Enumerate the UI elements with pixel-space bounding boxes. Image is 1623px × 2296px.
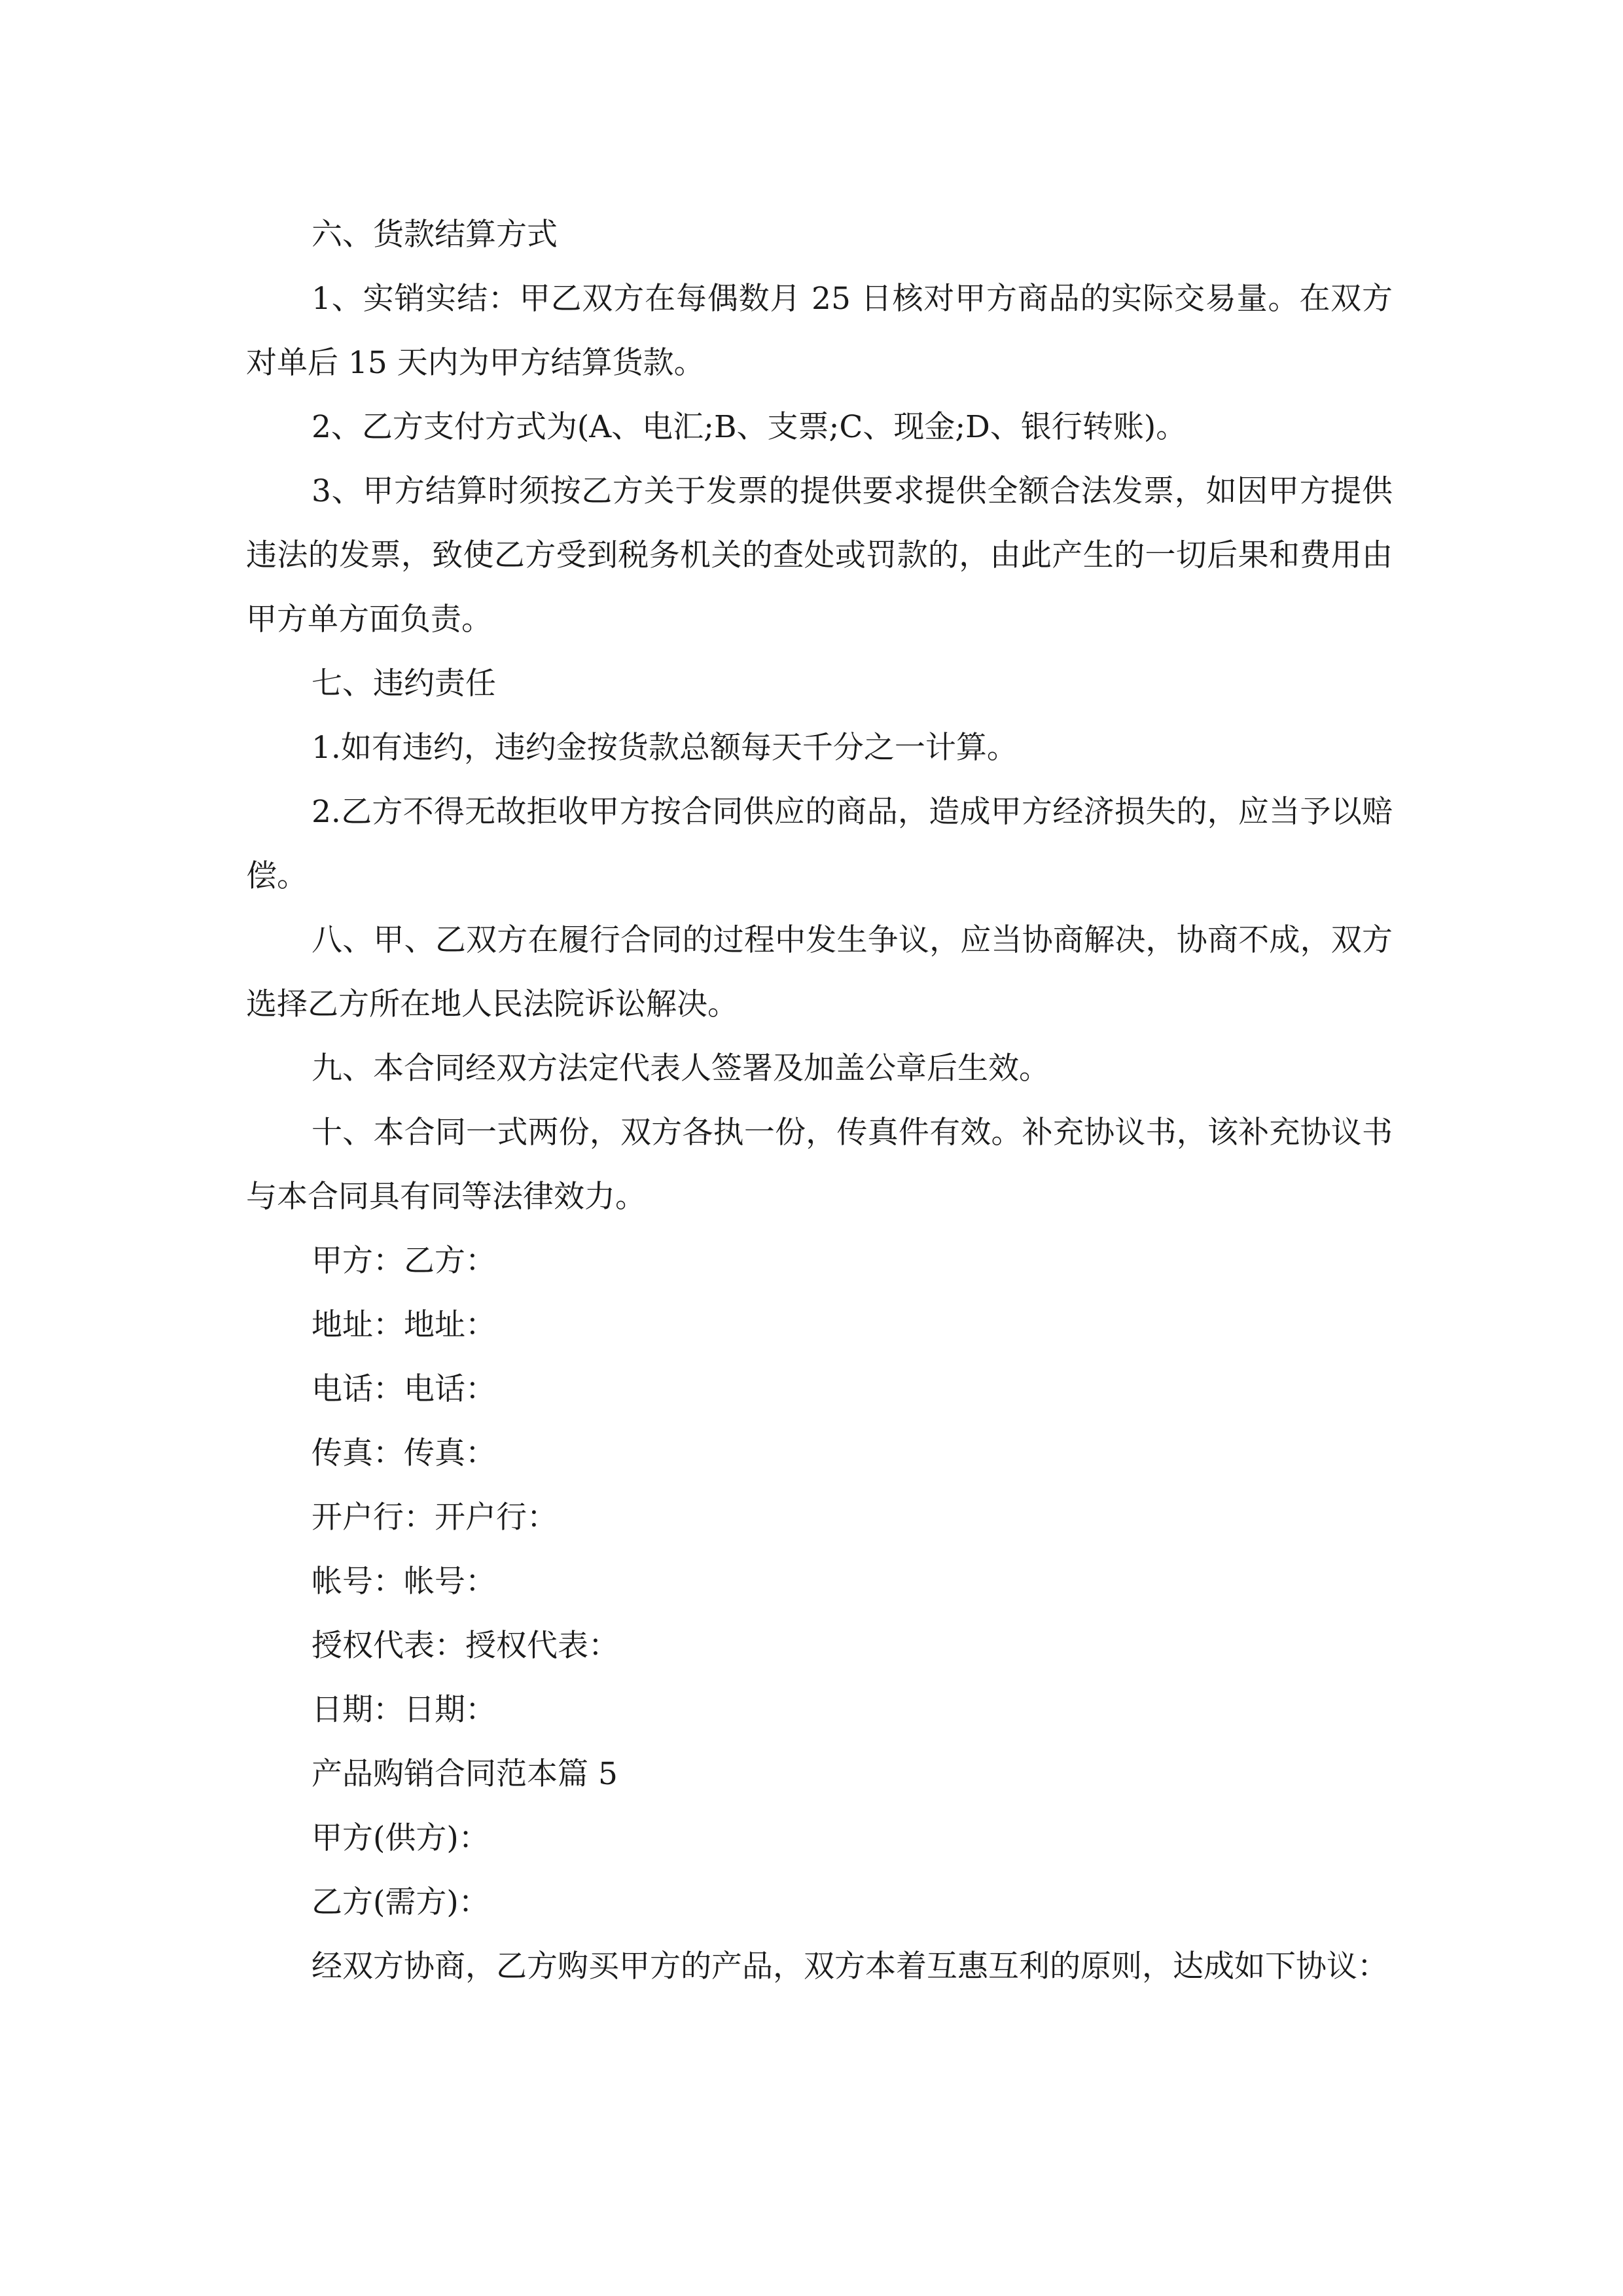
contract-title: 产品购销合同范本篇 5 xyxy=(312,1756,618,1792)
party-a-line: 甲方(供方)： xyxy=(312,1820,490,1856)
signature-line-phone: 电话：电话： xyxy=(312,1371,496,1407)
intro-paragraph: 经双方协商，乙方购买甲方的产品，双方本着互惠互利的原则，达成如下协议： xyxy=(312,1948,1388,1984)
party-b-line: 乙方(需方)： xyxy=(312,1884,490,1920)
clause-paragraph: 1、实销实结：甲乙双方在每偶数月 25 日核对甲方商品的实际交易量。在双方对单后 15 天内为甲方结算货款。 xyxy=(246,281,1393,381)
signature-line-representative: 授权代表：授权代表： xyxy=(312,1628,619,1664)
signature-line-account: 帐号：帐号： xyxy=(312,1564,496,1600)
clause-paragraph: 2.乙方不得无故拒收甲方按合同供应的商品，造成甲方经济损失的，应当予以赔偿。 xyxy=(246,794,1393,894)
document-body xyxy=(246,203,1393,1999)
clause-paragraph: 八、甲、乙双方在履行合同的过程中发生争议，应当协商解决，协商不成，双方选择乙方所在地人民法院诉讼解决。 xyxy=(246,922,1393,1022)
clause-paragraph: 3、甲方结算时须按乙方关于发票的提供要求提供全额合法发票，如因甲方提供违法的发票，致使乙方受到税务机关的查处或罚款的，由此产生的一切后果和费用由甲方单方面负责。 xyxy=(246,473,1393,637)
signature-line-bank: 开户行：开户行： xyxy=(312,1499,558,1535)
signature-line-address: 地址：地址： xyxy=(312,1307,496,1343)
clause-paragraph: 1.如有违约，违约金按货款总额每天千分之一计算。 xyxy=(312,730,1018,766)
signature-line-fax: 传真：传真： xyxy=(312,1435,496,1471)
signature-line-date: 日期：日期： xyxy=(312,1692,496,1728)
signature-line-party: 甲方：乙方： xyxy=(312,1243,496,1279)
clause-paragraph: 2、乙方支付方式为(A、电汇;B、支票;C、现金;D、银行转账)。 xyxy=(312,409,1187,445)
clause-paragraph: 十、本合同一式两份，双方各执一份，传真件有效。补充协议书，该补充协议书与本合同具有同等法律效力。 xyxy=(246,1115,1393,1215)
section-heading-liability: 七、违约责任 xyxy=(312,666,496,702)
section-heading-payment: 六、货款结算方式 xyxy=(312,217,558,253)
clause-paragraph: 九、本合同经双方法定代表人签署及加盖公章后生效。 xyxy=(312,1050,1050,1086)
